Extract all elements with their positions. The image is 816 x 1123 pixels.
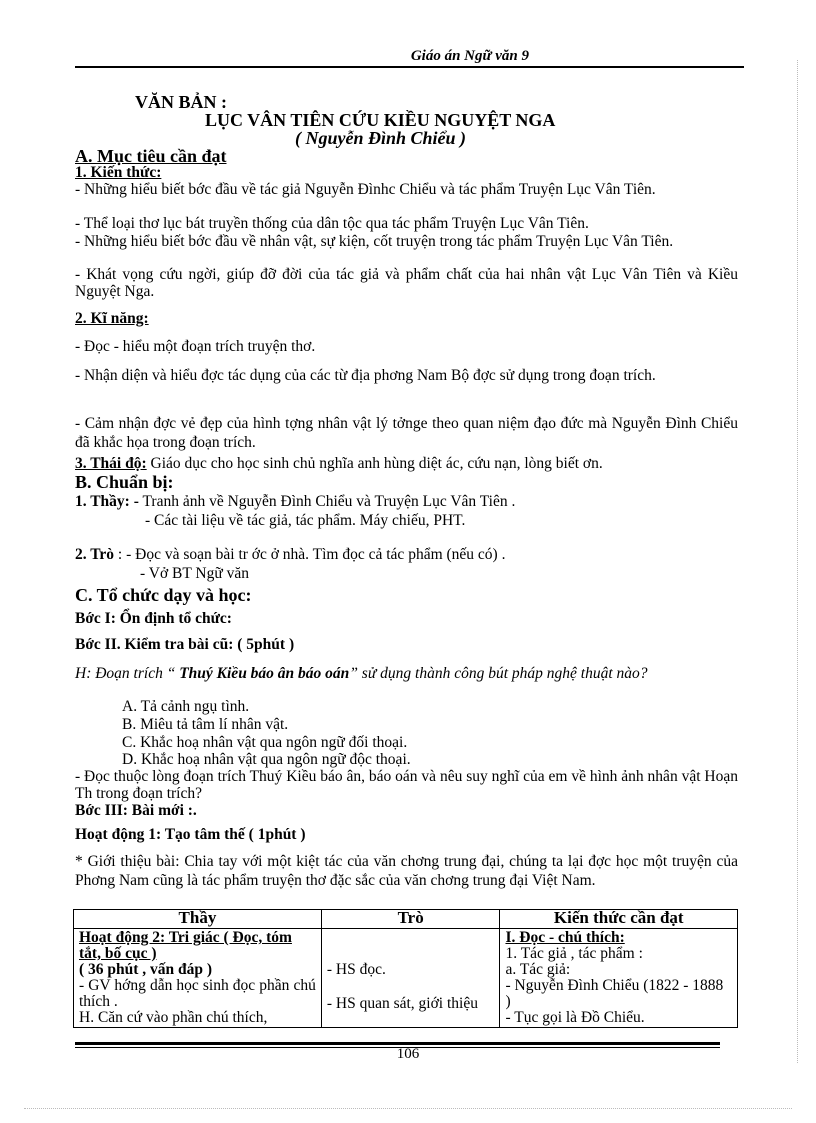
kinang-item-2: - Nhận diện và hiểu đợc tác dụng của các từ địa phơng Nam Bộ đợc sử dụng trong đoạn trích. — [75, 367, 656, 384]
activity-2-heading: Hoạt động 2: Tri giác ( Đọc, tóm tắt, bố cục ) — [79, 929, 292, 962]
header-tro: Trò — [321, 910, 500, 929]
thaido-text: Giáo dục cho học sinh chủ nghĩa anh hùng diệt ác, cứu nạn, lòng biết ơn. — [146, 455, 603, 472]
cell-thay — [74, 929, 322, 1028]
thay-text-1: Tranh ảnh về Nguyễn Đình Chiểu và Truyện Lục Vân Tiên . — [138, 493, 516, 510]
thay-label: 1. Thầy: - — [75, 493, 139, 510]
thay-line-1 — [75, 493, 515, 510]
question-title: Thuý Kiều báo ân báo oán — [179, 665, 350, 682]
text-label: VĂN BẢN : — [135, 92, 227, 112]
doc-chuthich-heading: I. Đọc - chú thích: — [505, 929, 625, 946]
thaido-line — [75, 455, 738, 472]
tro-task-1: - HS đọc. — [326, 961, 386, 978]
kienthuc-item-1: - Những hiểu biết bớc đầu về tác giả Nguyễn Đìnhc Chiểu và tác phẩm Truyện Lục Vân Tiên. — [75, 181, 656, 198]
tacgia-nickname: - Tục gọi là Đồ Chiểu. — [505, 1010, 645, 1026]
footer-rule-thick — [75, 1042, 720, 1045]
lesson-title: LỤC VÂN TIÊN CỨU KIỀU NGUYỆT NGA — [205, 110, 556, 130]
running-header: Giáo án Ngữ văn 9 — [410, 48, 529, 64]
kinang-item-3: - Cảm nhận đợc vẻ đẹp của hình tợng nhân vật lý tởnge theo quan niệm đạo đức mà Nguyễn Đình Chiểu đã khắc họa trong đoạn trích. — [75, 415, 738, 451]
tacgia-tacpham: 1. Tác giả , tác phẩm : — [505, 945, 643, 962]
thay-line-2: - Các tài liệu về tác giả, tác phẩm. Máy chiếu, PHT. — [145, 512, 466, 529]
table-header-row — [74, 910, 738, 929]
thay-task-1: - GV hớng dẫn học sinh đọc phần chú thích . — [79, 977, 316, 1010]
table-row — [74, 929, 738, 1028]
page-number: 106 — [396, 1046, 420, 1062]
lesson-table — [73, 909, 738, 1028]
tro-line-1 — [75, 546, 505, 563]
kienthuc-heading: 1. Kiến thức: — [75, 164, 162, 181]
check-question: H: Đoạn trích “ Thuý Kiều báo ân báo oán” sử dụng thành công bút pháp nghệ thuật nào? — [75, 665, 648, 682]
recite-task: - Đọc thuộc lòng đoạn trích Thuý Kiều báo ân, báo oán và nêu suy nghĩ của em về hình ảnh nhân vật Hoạn Th trong đoạn trích? — [75, 768, 738, 802]
buoc-2: Bớc II. Kiểm tra bài cũ: ( 5phút ) — [75, 636, 295, 653]
activity-2-time: ( 36 phút , vấn đáp ) — [79, 961, 213, 978]
header-rule — [75, 66, 744, 68]
kinang-item-1: - Đọc - hiểu một đoạn trích truyện thơ. — [75, 338, 316, 355]
thaido-heading: 3. Thái độ: — [75, 455, 147, 472]
kinang-heading: 2. Kĩ năng: — [75, 310, 149, 327]
intro-text: * Giới thiệu bài: Chia tay với một kiệt tác của văn chơng trung đại, chúng ta lại đợc học một truyện của Phơng Nam cũng là tác phẩm truyện thơ đặc sắc của văn chơng trung đại Việt Nam. — [75, 853, 738, 889]
page-border-bottom — [24, 1108, 792, 1109]
option-d: D. Khắc hoạ nhân vật qua ngôn ngữ độc thoại. — [122, 751, 411, 768]
section-b-heading: B. Chuẩn bị: — [75, 472, 174, 492]
option-a: A. Tả cảnh ngụ tình. — [122, 698, 250, 715]
tro-label: 2. Trò — [75, 546, 115, 563]
tacgia-label: a. Tác giả: — [505, 961, 571, 978]
buoc-1: Bớc I: Ổn định tổ chức: — [75, 610, 232, 627]
option-b: B. Miêu tả tâm lí nhân vật. — [122, 716, 289, 733]
cell-kienthuc — [500, 929, 738, 1028]
thay-task-2: H. Căn cứ vào phần chú thích, — [79, 1010, 268, 1026]
option-c: C. Khắc hoạ nhân vật qua ngôn ngữ đối thoại. — [122, 734, 408, 751]
page-border-right — [797, 60, 798, 1063]
section-a-heading: A. Mục tiêu cần đạt — [75, 146, 227, 166]
author-name: ( Nguyễn Đình Chiểu ) — [295, 128, 467, 148]
tro-text-1: : - Đọc và soạn bài tr ớc ở nhà. Tìm đọc cả tác phẩm (nếu có) . — [114, 546, 506, 563]
kienthuc-item-3: - Những hiểu biết bớc đầu về nhân vật, sự kiện, cốt truyện trong tác phẩm Truyện Lục Vân Tiên. — [75, 233, 674, 250]
cell-tro — [321, 929, 500, 1028]
header-kienthuc: Kiến thức cần đạt — [500, 910, 738, 929]
tacgia-name: - Nguyễn Đình Chiểu (1822 - 1888 ) — [505, 977, 724, 1010]
kienthuc-item-4: - Khát vọng cứu ngời, giúp đỡ đời của tác giả và phẩm chất của hai nhân vật Lục Vân Tiên và Kiều Nguyệt Nga. — [75, 266, 738, 300]
kienthuc-item-2: - Thể loại thơ lục bát truyền thống của dân tộc qua tác phẩm Truyện Lục Vân Tiên. — [75, 215, 589, 232]
section-c-heading: C. Tổ chức dạy và học: — [75, 585, 252, 605]
buoc-3: Bớc III: Bài mới :. — [75, 802, 197, 819]
tro-task-2: - HS quan sát, giới thiệu — [326, 996, 478, 1012]
activity-1-heading: Hoạt động 1: Tạo tâm thế ( 1phút ) — [75, 826, 306, 843]
header-thay: Thầy — [74, 910, 322, 929]
tro-line-2: - Vở BT Ngữ văn — [140, 565, 250, 582]
